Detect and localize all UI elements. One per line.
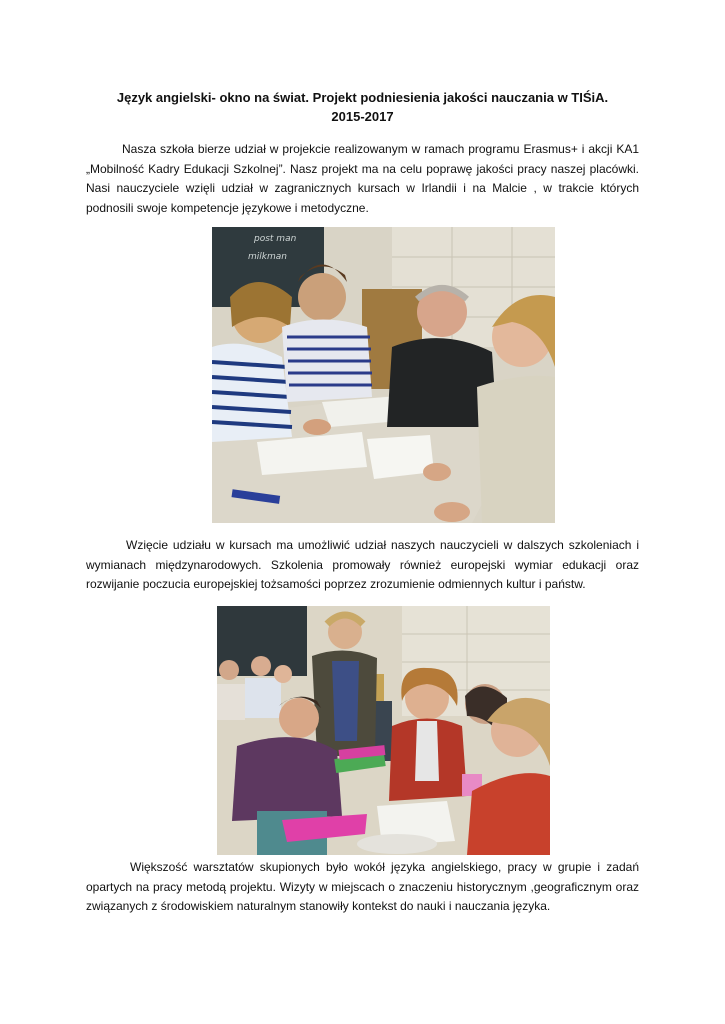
document-title: Język angielski- okno na świat. Projekt podniesienia jakości nauczania w TIŚiA.	[116, 90, 609, 105]
workshop-photo-2	[217, 606, 550, 855]
paragraph-workshops-text: Większość warsztatów skupionych było wokół języka angielskiego, pracy w grupie i zadań opartych na pracy metodą projektu. Wizyty w miejscach o znaczeniu historycznym ,geograficznym oraz związanych z środowiskiem naturalnym stanowiły kontekst do nauki i nauczania języka.	[86, 860, 639, 913]
paragraph-intro-text: Nasza szkoła bierze udział w projekcie realizowanym w ramach programu Erasmus+ i akcji KA1 „Mobilność Kadry Edukacji Szkolnej”. Nasz projekt ma na celu poprawę jakości pracy naszej placówki. Nasi nauczyciele wzięli udział w zagranicznych kursach w Irlandii i na Malcie , w trakcie których podnosili swoje kompetencje językowe i metodyczne.	[86, 142, 639, 215]
paragraph-workshops	[86, 858, 639, 917]
document-title-years: 2015-2017	[331, 109, 394, 124]
paragraph-courses-text: Wzięcie udziału w kursach ma umożliwić udział naszych nauczycieli w dalszych szkoleniach i wymianach międzynarodowych. Szkolenia promowały również europejski wymiar edukacji oraz rozwijanie poczucia europejskiej tożsamości poprzez zrozumienie odmiennych kultur i państw.	[86, 538, 639, 591]
blackboard-text-1: post man	[254, 234, 297, 244]
paragraph-intro	[86, 140, 639, 218]
workshop-photo-1	[212, 227, 555, 523]
paragraph-courses	[86, 536, 639, 595]
blackboard-text-2: milkman	[248, 252, 287, 262]
